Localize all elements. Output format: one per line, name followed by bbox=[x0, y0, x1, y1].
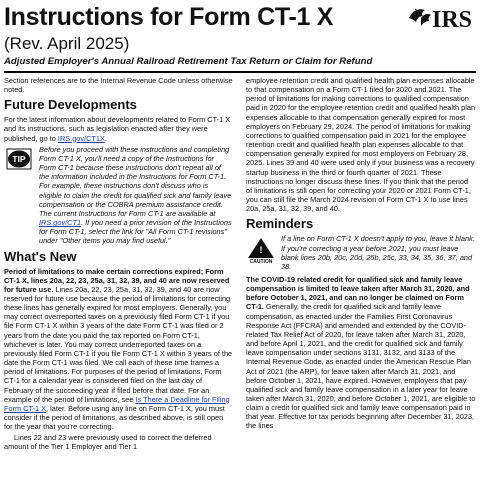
whats-new-text-before: Lines 20a, 22, 23, 25a, 31, 32, 39, and 40 are now reserved for future use because the period of limitations for correcting these lines has generally expired for most employers. Generally, you may correct overreported taxes on a previously filed Form CT-1 if you file Form CT-1 X within 3 years of the date Form CT-1 was filed or 2 years from the date you paid the tax reported on Form CT-1, whichever is later. You may correct underreported taxes on a previously filed Form CT-1 if you file Form CT-1 X within 3 years of the date the Form CT-1 was filed. We call each of these time frames a period of limitations. For purposes of the period of limitations, Form CT-1 for a calendar year is considered filed on the last day of February of the succeeding year if filed before that date. For an example of the period of limitations, see bbox=[4, 284, 233, 404]
whats-new-heading: What's New bbox=[4, 248, 77, 264]
tip-note bbox=[4, 145, 233, 246]
covid-paragraph bbox=[246, 275, 476, 431]
deadline-link[interactable]: Is There a Deadline for Filing Form CT-1 X bbox=[4, 394, 230, 413]
ct1-link[interactable]: IRS.gov/CT1 bbox=[39, 218, 82, 228]
lines-paragraph: Lines 22 and 23 were previously used to correct the deferred amount of the Tier 1 Employer and Tier 1 bbox=[4, 433, 212, 452]
whats-new-text bbox=[4, 267, 233, 432]
reminders-heading: Reminders bbox=[246, 216, 314, 232]
revision-date: (Rev. April 2025) bbox=[4, 34, 130, 53]
tip-label: TIP bbox=[12, 153, 26, 164]
form-subtitle: Adjusted Employer's Annual Railroad Retirement Tax Return or Claim for Refund bbox=[4, 56, 373, 67]
left-column bbox=[4, 76, 233, 454]
irs-logo bbox=[407, 4, 477, 32]
caution-text: If a line on Form CT-1 X doesn't apply to you, leave it blank. If you're correcting a year before 2021, you must leave blank lines 20b, 20c, 20d, 25b, 25c, 33, 34, 35, 36, 37, and 38. bbox=[281, 234, 475, 271]
header-rule bbox=[4, 71, 476, 73]
intro-text: Section references are to the Internal Revenue Code unless otherwise noted. bbox=[4, 76, 233, 95]
future-developments-text bbox=[4, 115, 233, 142]
future-developments-heading: Future Developments bbox=[4, 97, 137, 113]
eagle-icon bbox=[409, 9, 431, 26]
right-column bbox=[246, 76, 476, 433]
irs-logo-text: IRS bbox=[432, 7, 473, 32]
tip-text-before: Before you proceed with these instructions and completing Form CT-1 X, you'll need a copy of the Instructions for Form CT-1 because these instructions don't repeat all of the information included in the Instructions for Form CT-1. For example, these instructions don't discuss who is eligible to claim the credit for qualified sick and family leave compensation or the COBRA premium assistance credit. The current Instructions for Form CT-1 are available at bbox=[39, 144, 232, 218]
tip-text-after: . If you need a prior revision of the Instructions for Form CT-1, select the link for "All Form CT-1 revisions" under "Other items you may find useful." bbox=[39, 218, 232, 246]
ct1x-link[interactable]: IRS.gov/CT1X bbox=[57, 133, 105, 143]
page-title: Instructions for Form CT-1 X bbox=[4, 3, 334, 31]
caution-icon bbox=[246, 236, 276, 264]
covid-bold-lead: The COVID-19 related credit for qualified sick and family leave compensation is limited to leave taken after March 31, 2020, and before October 1, 2021, and can no longer be claimed on Form CT-1. bbox=[246, 274, 470, 312]
tip-icon bbox=[4, 147, 34, 171]
whats-new-bold-lead: Period of limitations to make certain corrections expired; Form CT-1 X, lines 20a, 22, 23, 25a, 31, 32, 39, and 40 are now reserved for future use. bbox=[4, 266, 230, 294]
future-text-before: For the latest information about developments related to Form CT-1 X and its instructions, such as legislation enacted after they were published, go to bbox=[4, 115, 231, 143]
continued-text: employee retention credit and qualified health plan expenses allocable to that compensation on a Form CT-1 filed for 2020 and 2021. The period of limitations for making corrections to qualified compensation paid in 2020 for the employee retention credit and qualified health plan expenses allocable to that compensation generally expired for most employers on February 29, 2024. The period of limitations for making corrections to qualified compensation paid in 2021 for the employee retention credit and qualified health plan expenses allocable to that compensation generally expired for most employers on February 28, 2025. Lines 39 and 40 were used only if your business was a recovery startup business in the third or fourth quarter of 2021. These instructions no longer discuss these lines. If you think that the period of limitations is still open for correcting your 2020 or 2021 Form CT-1, you can still file the March 2024 revision of Form CT-1 X to use lines 20a, 25a, 31, 32, 39, and 40. bbox=[246, 76, 476, 214]
svg-text:!: ! bbox=[259, 245, 263, 256]
whats-new-text-after: , later. Before using any line on Form CT-1 X, you must consider if the period of limitations, as described above, is still open for the year that you're correcting. bbox=[4, 403, 225, 432]
tip-text bbox=[39, 145, 233, 246]
caution-label: CAUTION bbox=[249, 259, 273, 265]
covid-text: Generally, the credit for qualified sick and family leave compensation, as enacted under the Families First Coronavirus Response Act (FFCRA) and amended and extended by the COVID-related Tax Relief Act of 2020, for leave taken after March 31, 2020, and before April 1, 2021, and the credit for qualified sick and family leave compensation under sections 3131, 3132, and 3133 of the Internal Revenue Code, as enacted under the American Rescue Plan Act of 2021 (the ARP), for leave taken after March 31, 2021, and before October 1, 2021, have expired. However, employers that pay qualified sick and family leave compensation in a later year for leave taken after March 31, 2020, and before October 1, 2021, are eligible to claim a credit for qualified sick and family leave compensation paid in that year. Effective for tax periods beginning after December 31, 2023, the lines bbox=[246, 302, 476, 431]
caution-note bbox=[246, 234, 476, 271]
future-text-after: . bbox=[104, 133, 107, 143]
